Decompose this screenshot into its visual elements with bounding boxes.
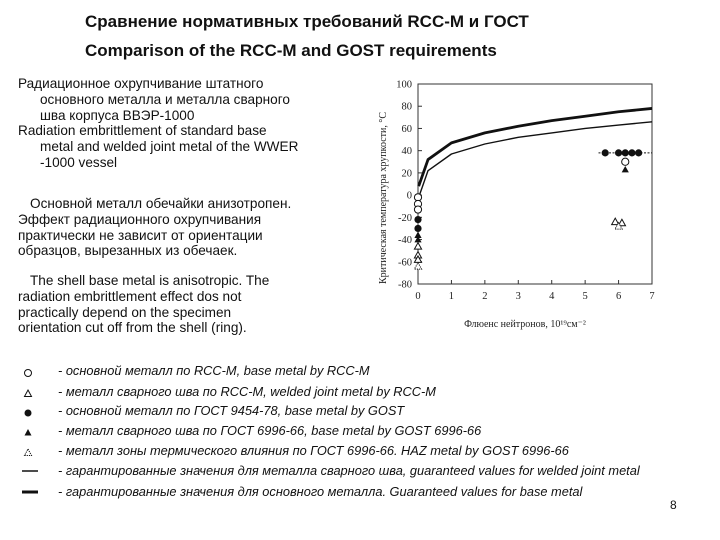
thick-line-icon — [22, 483, 50, 501]
point-dotted-triangle — [414, 263, 421, 269]
filled-circle-icon — [22, 402, 50, 420]
x-axis-label: Флюенс нейтронов, 10¹⁹см⁻² — [464, 319, 586, 330]
point-filled-circle — [622, 149, 629, 156]
y-tick-label: 60 — [401, 123, 412, 135]
legend-label: - гарантированные значения для основного металла. Guaranteed values for base metal — [58, 484, 583, 499]
legend-item — [22, 383, 702, 401]
dotted-triangle-icon — [22, 442, 50, 460]
legend-item — [22, 402, 702, 420]
anisotropy-text-ru — [18, 196, 358, 259]
point-filled-circle — [615, 149, 622, 156]
title-ru: Сравнение нормативных требований RCC-M и ГОСТ — [85, 12, 529, 31]
x-tick-label: 7 — [649, 291, 655, 302]
para2-ru-line: Основной металл обечайки анизотропен. — [30, 196, 292, 211]
para-en-line: metal and welded joint metal of the WWER — [40, 139, 299, 155]
x-tick-label: 2 — [482, 291, 488, 302]
point-open-circle — [414, 194, 421, 201]
para2-en-line: orientation cut off from the shell (ring). — [18, 320, 247, 336]
x-tick-label: 3 — [515, 291, 521, 302]
title-en: Comparison of the RCC-M and GOST requirements — [85, 41, 497, 60]
legend-item — [22, 462, 702, 480]
legend-label: - металл зоны термического влияния по ГОСТ 6996-66. HAZ metal by GOST 6996-66 — [58, 443, 569, 458]
x-tick-label: 1 — [448, 291, 455, 302]
thin-line-icon — [22, 462, 50, 480]
legend-item — [22, 422, 702, 440]
legend-label: - металл сварного шва по RCC-M, welded joint metal by RCC-M — [58, 384, 436, 399]
y-tick-label: -40 — [398, 235, 412, 247]
embrittlement-chart — [370, 78, 660, 338]
para2-en-line: radiation embrittlement effect dos not — [18, 288, 242, 304]
para2-ru-line: Эффект радиационного охрупчивания — [18, 211, 262, 227]
point-open-circle — [414, 206, 421, 213]
x-tick-label: 5 — [582, 291, 588, 302]
y-tick-label: 100 — [396, 79, 412, 91]
y-tick-label: 0 — [406, 190, 412, 202]
x-tick-label: 6 — [615, 291, 622, 302]
legend-label: - основной металл по ГОСТ 9454-78, base metal by GOST — [58, 403, 405, 418]
legend-label: - основной металл по RCC-M, base metal by RCC-M — [58, 363, 370, 378]
base-metal-guaranteed-curve — [419, 108, 652, 186]
para2-en-line: practically depend on the specimen — [18, 304, 232, 320]
legend-label: - гарантированные значения для металла сварного шва, guaranteed values for welded joint metal — [58, 463, 640, 478]
point-filled-triangle — [622, 166, 629, 172]
y-tick-label: 80 — [401, 101, 412, 113]
y-tick-label: 40 — [401, 146, 412, 158]
para-ru-line: Радиационное охрупчивание штатного — [18, 76, 264, 91]
point-filled-circle — [414, 216, 421, 223]
page-number: 8 — [670, 498, 677, 512]
legend-label: - металл сварного шва по ГОСТ 6996-66, base metal by GOST 6996-66 — [58, 423, 482, 438]
point-open-circle — [622, 158, 629, 165]
plot-area — [418, 84, 652, 284]
y-axis-label: Критическая температура хрупкости, °C — [378, 111, 389, 285]
radiation-embrittlement-text — [18, 76, 358, 171]
x-tick-label: 0 — [415, 291, 421, 302]
legend-item — [22, 362, 702, 380]
y-tick-label: -20 — [398, 212, 412, 224]
para-en-line: -1000 vessel — [40, 154, 118, 170]
point-filled-circle — [602, 149, 609, 156]
legend-item — [22, 442, 702, 460]
x-tick-label: 4 — [549, 291, 555, 302]
legend-item — [22, 483, 702, 501]
open-circle-icon — [22, 362, 50, 380]
para-ru-line: шва корпуса ВВЭР-1000 — [40, 107, 195, 123]
para-ru-line: основного металла и металла сварного — [40, 91, 290, 107]
point-filled-circle — [628, 149, 635, 156]
point-filled-circle — [414, 225, 421, 232]
open-triangle-icon — [22, 383, 50, 401]
para2-ru-line: практически не зависит от ориентации — [18, 227, 263, 243]
y-tick-label: -60 — [398, 257, 412, 269]
y-tick-label: -80 — [398, 279, 412, 291]
filled-triangle-icon — [22, 422, 50, 440]
point-open-triangle — [414, 243, 421, 249]
para2-en-line: The shell base metal is anisotropic. The — [30, 273, 270, 288]
point-filled-circle — [635, 149, 642, 156]
anisotropy-text-en — [18, 273, 358, 336]
weld-metal-guaranteed-curve — [419, 122, 652, 198]
para-en-line: Radiation embrittlement of standard base — [18, 123, 267, 139]
para2-ru-line: образцов, вырезанных из обечаек. — [18, 243, 238, 259]
y-tick-label: 20 — [401, 168, 412, 180]
